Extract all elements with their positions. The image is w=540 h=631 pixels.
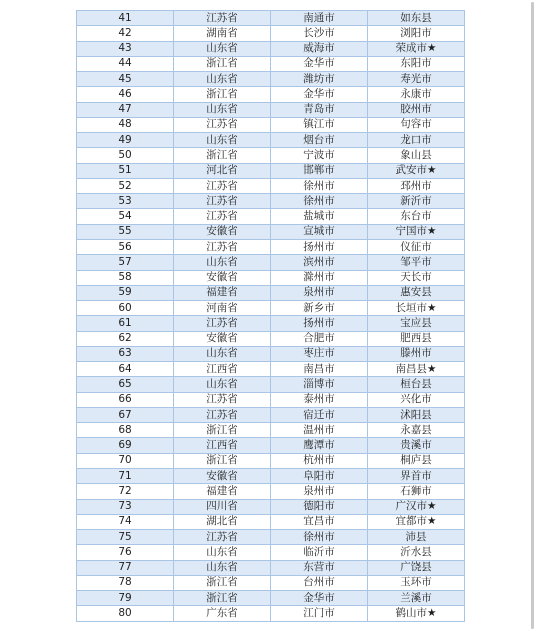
city-cell: 温州市 — [271, 423, 368, 438]
rank-cell: 69 — [77, 438, 174, 453]
rank-cell: 65 — [77, 377, 174, 392]
rank-cell: 68 — [77, 423, 174, 438]
table-row — [77, 423, 465, 438]
province-cell: 山东省 — [174, 377, 271, 392]
table-row — [77, 133, 465, 148]
province-cell: 浙江省 — [174, 148, 271, 163]
rank-cell: 41 — [77, 11, 174, 26]
province-cell: 福建省 — [174, 484, 271, 499]
table-row — [77, 392, 465, 407]
province-cell: 江苏省 — [174, 239, 271, 254]
table-row — [77, 117, 465, 132]
province-cell: 山东省 — [174, 346, 271, 361]
county-cell: 滕州市 — [368, 346, 465, 361]
rank-cell: 49 — [77, 133, 174, 148]
county-cell: 寿光市 — [368, 72, 465, 87]
province-cell: 浙江省 — [174, 56, 271, 71]
county-cell: 邳州市 — [368, 178, 465, 193]
county-cell: 永康市 — [368, 87, 465, 102]
province-cell: 福建省 — [174, 285, 271, 300]
province-cell: 湖北省 — [174, 514, 271, 529]
province-cell: 江苏省 — [174, 530, 271, 545]
table-row — [77, 438, 465, 453]
table-row — [77, 591, 465, 606]
scrollbar-thumb[interactable] — [531, 2, 534, 629]
county-cell: 龙口市 — [368, 133, 465, 148]
county-cell: 东阳市 — [368, 56, 465, 71]
city-cell: 宜昌市 — [271, 514, 368, 529]
table-row — [77, 224, 465, 239]
county-cell: 桐庐县 — [368, 453, 465, 468]
county-cell: 鹤山市★ — [368, 606, 465, 621]
table-row — [77, 499, 465, 514]
rank-cell: 47 — [77, 102, 174, 117]
rank-cell: 72 — [77, 484, 174, 499]
table-row — [77, 56, 465, 71]
city-cell: 金华市 — [271, 591, 368, 606]
table-row — [77, 102, 465, 117]
city-cell: 潍坊市 — [271, 72, 368, 87]
rank-cell: 71 — [77, 468, 174, 483]
county-cell: 惠安县 — [368, 285, 465, 300]
rank-cell: 64 — [77, 362, 174, 377]
city-cell: 青岛市 — [271, 102, 368, 117]
table-row — [77, 87, 465, 102]
city-cell: 镇江市 — [271, 117, 368, 132]
table-row — [77, 331, 465, 346]
county-cell: 宝应县 — [368, 316, 465, 331]
city-cell: 烟台市 — [271, 133, 368, 148]
city-cell: 南昌市 — [271, 362, 368, 377]
city-cell: 杭州市 — [271, 453, 368, 468]
province-cell: 浙江省 — [174, 575, 271, 590]
rank-cell: 56 — [77, 239, 174, 254]
city-cell: 金华市 — [271, 56, 368, 71]
province-cell: 山东省 — [174, 41, 271, 56]
city-cell: 长沙市 — [271, 26, 368, 41]
city-cell: 临沂市 — [271, 545, 368, 560]
table-row — [77, 575, 465, 590]
province-cell: 江苏省 — [174, 178, 271, 193]
rank-cell: 43 — [77, 41, 174, 56]
table-row — [77, 11, 465, 26]
rank-cell: 79 — [77, 591, 174, 606]
rank-cell: 44 — [77, 56, 174, 71]
rank-cell: 48 — [77, 117, 174, 132]
city-cell: 枣庄市 — [271, 346, 368, 361]
rank-cell: 63 — [77, 346, 174, 361]
table-row — [77, 178, 465, 193]
city-cell: 合肥市 — [271, 331, 368, 346]
county-cell: 长垣市★ — [368, 301, 465, 316]
rank-cell: 66 — [77, 392, 174, 407]
county-cell: 石狮市 — [368, 484, 465, 499]
table-row — [77, 560, 465, 575]
rank-cell: 42 — [77, 26, 174, 41]
county-cell: 仪征市 — [368, 239, 465, 254]
county-cell: 象山县 — [368, 148, 465, 163]
province-cell: 湖南省 — [174, 26, 271, 41]
rank-cell: 70 — [77, 453, 174, 468]
city-cell: 金华市 — [271, 87, 368, 102]
city-cell: 鹰潭市 — [271, 438, 368, 453]
city-cell: 淄博市 — [271, 377, 368, 392]
table-row — [77, 239, 465, 254]
table-row — [77, 453, 465, 468]
province-cell: 山东省 — [174, 545, 271, 560]
table-row — [77, 163, 465, 178]
county-cell: 界首市 — [368, 468, 465, 483]
table-row — [77, 41, 465, 56]
table-row — [77, 209, 465, 224]
province-cell: 江苏省 — [174, 209, 271, 224]
city-cell: 台州市 — [271, 575, 368, 590]
rank-cell: 45 — [77, 72, 174, 87]
rank-cell: 58 — [77, 270, 174, 285]
table-row — [77, 270, 465, 285]
province-cell: 浙江省 — [174, 453, 271, 468]
province-cell: 四川省 — [174, 499, 271, 514]
table-row — [77, 148, 465, 163]
city-cell: 德阳市 — [271, 499, 368, 514]
table-row — [77, 484, 465, 499]
rank-cell: 50 — [77, 148, 174, 163]
province-cell: 山东省 — [174, 102, 271, 117]
table-row — [77, 514, 465, 529]
city-cell: 宿迁市 — [271, 407, 368, 422]
table-row — [77, 530, 465, 545]
county-cell: 沂水县 — [368, 545, 465, 560]
rank-cell: 75 — [77, 530, 174, 545]
rank-cell: 59 — [77, 285, 174, 300]
city-cell: 扬州市 — [271, 316, 368, 331]
city-cell: 扬州市 — [271, 239, 368, 254]
table-row — [77, 72, 465, 87]
table-row — [77, 468, 465, 483]
county-ranking-table-container — [76, 10, 464, 622]
county-cell: 兴化市 — [368, 392, 465, 407]
rank-cell: 61 — [77, 316, 174, 331]
province-cell: 河北省 — [174, 163, 271, 178]
rank-cell: 52 — [77, 178, 174, 193]
rank-cell: 55 — [77, 224, 174, 239]
county-cell: 广汉市★ — [368, 499, 465, 514]
rank-cell: 77 — [77, 560, 174, 575]
county-cell: 浏阳市 — [368, 26, 465, 41]
province-cell: 江苏省 — [174, 194, 271, 209]
table-row — [77, 285, 465, 300]
table-row — [77, 194, 465, 209]
rank-cell: 80 — [77, 606, 174, 621]
rank-cell: 60 — [77, 301, 174, 316]
table-row — [77, 255, 465, 270]
county-cell: 玉环市 — [368, 575, 465, 590]
province-cell: 山东省 — [174, 560, 271, 575]
table-body — [77, 11, 465, 622]
rank-cell: 74 — [77, 514, 174, 529]
rank-cell: 54 — [77, 209, 174, 224]
province-cell: 安徽省 — [174, 270, 271, 285]
table-row — [77, 346, 465, 361]
county-cell: 宁国市★ — [368, 224, 465, 239]
county-cell: 广饶县 — [368, 560, 465, 575]
province-cell: 山东省 — [174, 255, 271, 270]
rank-cell: 57 — [77, 255, 174, 270]
rank-cell: 73 — [77, 499, 174, 514]
city-cell: 宣城市 — [271, 224, 368, 239]
table-row — [77, 545, 465, 560]
county-cell: 桓台县 — [368, 377, 465, 392]
province-cell: 江西省 — [174, 362, 271, 377]
county-cell: 沭阳县 — [368, 407, 465, 422]
city-cell: 徐州市 — [271, 178, 368, 193]
province-cell: 江苏省 — [174, 316, 271, 331]
city-cell: 滁州市 — [271, 270, 368, 285]
province-cell: 浙江省 — [174, 591, 271, 606]
table-row — [77, 407, 465, 422]
province-cell: 河南省 — [174, 301, 271, 316]
city-cell: 泉州市 — [271, 285, 368, 300]
province-cell: 江西省 — [174, 438, 271, 453]
county-cell: 肥西县 — [368, 331, 465, 346]
province-cell: 江苏省 — [174, 392, 271, 407]
table-row — [77, 301, 465, 316]
county-cell: 武安市★ — [368, 163, 465, 178]
county-cell: 胶州市 — [368, 102, 465, 117]
county-cell: 东台市 — [368, 209, 465, 224]
province-cell: 安徽省 — [174, 224, 271, 239]
county-cell: 永嘉县 — [368, 423, 465, 438]
table-row — [77, 26, 465, 41]
county-ranking-table — [76, 10, 465, 622]
province-cell: 浙江省 — [174, 423, 271, 438]
rank-cell: 53 — [77, 194, 174, 209]
table-row — [77, 377, 465, 392]
city-cell: 宁波市 — [271, 148, 368, 163]
table-row — [77, 362, 465, 377]
province-cell: 江苏省 — [174, 407, 271, 422]
county-cell: 新沂市 — [368, 194, 465, 209]
county-cell: 兰溪市 — [368, 591, 465, 606]
city-cell: 威海市 — [271, 41, 368, 56]
city-cell: 阜阳市 — [271, 468, 368, 483]
table-row — [77, 606, 465, 621]
province-cell: 山东省 — [174, 72, 271, 87]
rank-cell: 51 — [77, 163, 174, 178]
province-cell: 广东省 — [174, 606, 271, 621]
county-cell: 宜都市★ — [368, 514, 465, 529]
rank-cell: 46 — [77, 87, 174, 102]
city-cell: 徐州市 — [271, 530, 368, 545]
city-cell: 泉州市 — [271, 484, 368, 499]
city-cell: 徐州市 — [271, 194, 368, 209]
city-cell: 盐城市 — [271, 209, 368, 224]
county-cell: 邹平市 — [368, 255, 465, 270]
province-cell: 浙江省 — [174, 87, 271, 102]
county-cell: 如东县 — [368, 11, 465, 26]
vertical-scrollbar[interactable] — [531, 2, 534, 629]
county-cell: 南昌县★ — [368, 362, 465, 377]
rank-cell: 76 — [77, 545, 174, 560]
city-cell: 新乡市 — [271, 301, 368, 316]
city-cell: 泰州市 — [271, 392, 368, 407]
province-cell: 安徽省 — [174, 468, 271, 483]
city-cell: 滨州市 — [271, 255, 368, 270]
province-cell: 安徽省 — [174, 331, 271, 346]
rank-cell: 78 — [77, 575, 174, 590]
table-row — [77, 316, 465, 331]
county-cell: 句容市 — [368, 117, 465, 132]
rank-cell: 62 — [77, 331, 174, 346]
city-cell: 南通市 — [271, 11, 368, 26]
county-cell: 沛县 — [368, 530, 465, 545]
province-cell: 江苏省 — [174, 11, 271, 26]
county-cell: 荣成市★ — [368, 41, 465, 56]
city-cell: 邯郸市 — [271, 163, 368, 178]
city-cell: 江门市 — [271, 606, 368, 621]
county-cell: 贵溪市 — [368, 438, 465, 453]
county-cell: 天长市 — [368, 270, 465, 285]
rank-cell: 67 — [77, 407, 174, 422]
province-cell: 山东省 — [174, 133, 271, 148]
city-cell: 东营市 — [271, 560, 368, 575]
province-cell: 江苏省 — [174, 117, 271, 132]
